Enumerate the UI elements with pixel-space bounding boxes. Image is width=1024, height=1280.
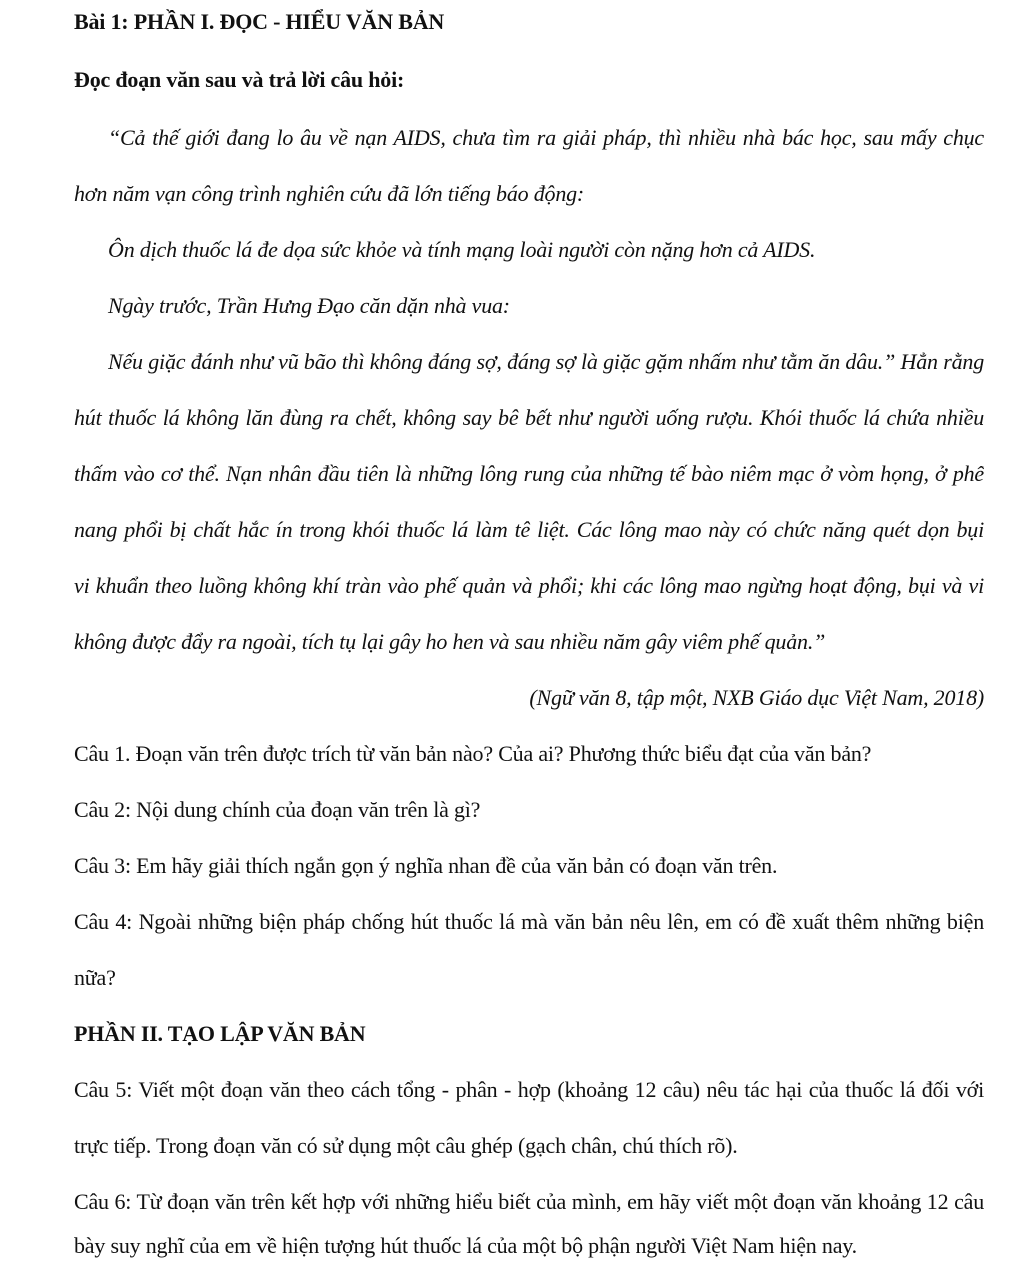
passage-line: Ôn dịch thuốc lá đe dọa sức khỏe và tính mạng loài người còn nặng hơn cả AIDS. bbox=[108, 237, 816, 262]
source-citation: (Ngữ văn 8, tập một, NXB Giáo dục Việt Nam, 2018) bbox=[529, 685, 984, 710]
passage-line: Ngày trước, Trần Hưng Đạo căn dặn nhà vua: bbox=[108, 293, 510, 318]
task-line: trực tiếp. Trong đoạn văn có sử dụng một câu ghép (gạch chân, chú thích rõ). bbox=[74, 1133, 738, 1158]
question-line: nữa? bbox=[74, 965, 116, 990]
reading-instruction: Đọc đoạn văn sau và trả lời câu hỏi: bbox=[74, 67, 405, 92]
passage-line: thấm vào cơ thể. Nạn nhân đầu tiên là những lông rung của những tế bào niêm mạc ở vòm họng, ở phế bbox=[74, 461, 984, 486]
passage-line: “Cả thế giới đang lo âu về nạn AIDS, chưa tìm ra giải pháp, thì nhiều nhà bác học, sau mấy chục bbox=[108, 125, 984, 150]
task-line: Câu 6: Từ đoạn văn trên kết hợp với những hiểu biết của mình, em hãy viết một đoạn văn khoảng 12 câu bbox=[74, 1189, 984, 1214]
passage-line: vi khuẩn theo luồng không khí tràn vào phế quản và phổi; khi các lông mao ngừng hoạt động, bụi và vi bbox=[74, 573, 984, 598]
question-line: Câu 3: Em hãy giải thích ngắn gọn ý nghĩa nhan đề của văn bản có đoạn văn trên. bbox=[74, 853, 778, 878]
task-line: Câu 5: Viết một đoạn văn theo cách tổng - phân - hợp (khoảng 12 câu) nêu tác hại của thuốc lá đối với bbox=[74, 1077, 984, 1102]
task-line: bày suy nghĩ của em về hiện tượng hút thuốc lá của một bộ phận người Việt Nam hiện nay. bbox=[74, 1233, 857, 1258]
passage-line: hút thuốc lá không lăn đùng ra chết, không say bê bết như người uống rượu. Khói thuốc lá chứa nhiều bbox=[74, 405, 984, 430]
passage-line: nang phổi bị chất hắc ín trong khói thuốc lá làm tê liệt. Các lông mao này có chức năng quét dọn bụi bbox=[74, 517, 984, 542]
question-line: Câu 2: Nội dung chính của đoạn văn trên là gì? bbox=[74, 797, 481, 822]
exercise-heading: Bài 1: PHẦN I. ĐỌC - HIỂU VĂN BẢN bbox=[74, 9, 445, 34]
part2-heading: PHẦN II. TẠO LẬP VĂN BẢN bbox=[74, 1021, 366, 1046]
passage-line: không được đẩy ra ngoài, tích tụ lại gây ho hen và sau nhiều năm gây viêm phế quản.” bbox=[74, 629, 826, 654]
passage-line: hơn năm vạn công trình nghiên cứu đã lớn tiếng báo động: bbox=[74, 181, 585, 206]
question-line: Câu 4: Ngoài những biện pháp chống hút thuốc lá mà văn bản nêu lên, em có đề xuất thêm những biện bbox=[74, 909, 984, 934]
passage-line: Nếu giặc đánh như vũ bão thì không đáng sợ, đáng sợ là giặc gặm nhấm như tằm ăn dâu.” Hẳn rằng bbox=[108, 349, 984, 374]
question-line: Câu 1. Đoạn văn trên được trích từ văn bản nào? Của ai? Phương thức biểu đạt của văn bản? bbox=[74, 741, 872, 766]
